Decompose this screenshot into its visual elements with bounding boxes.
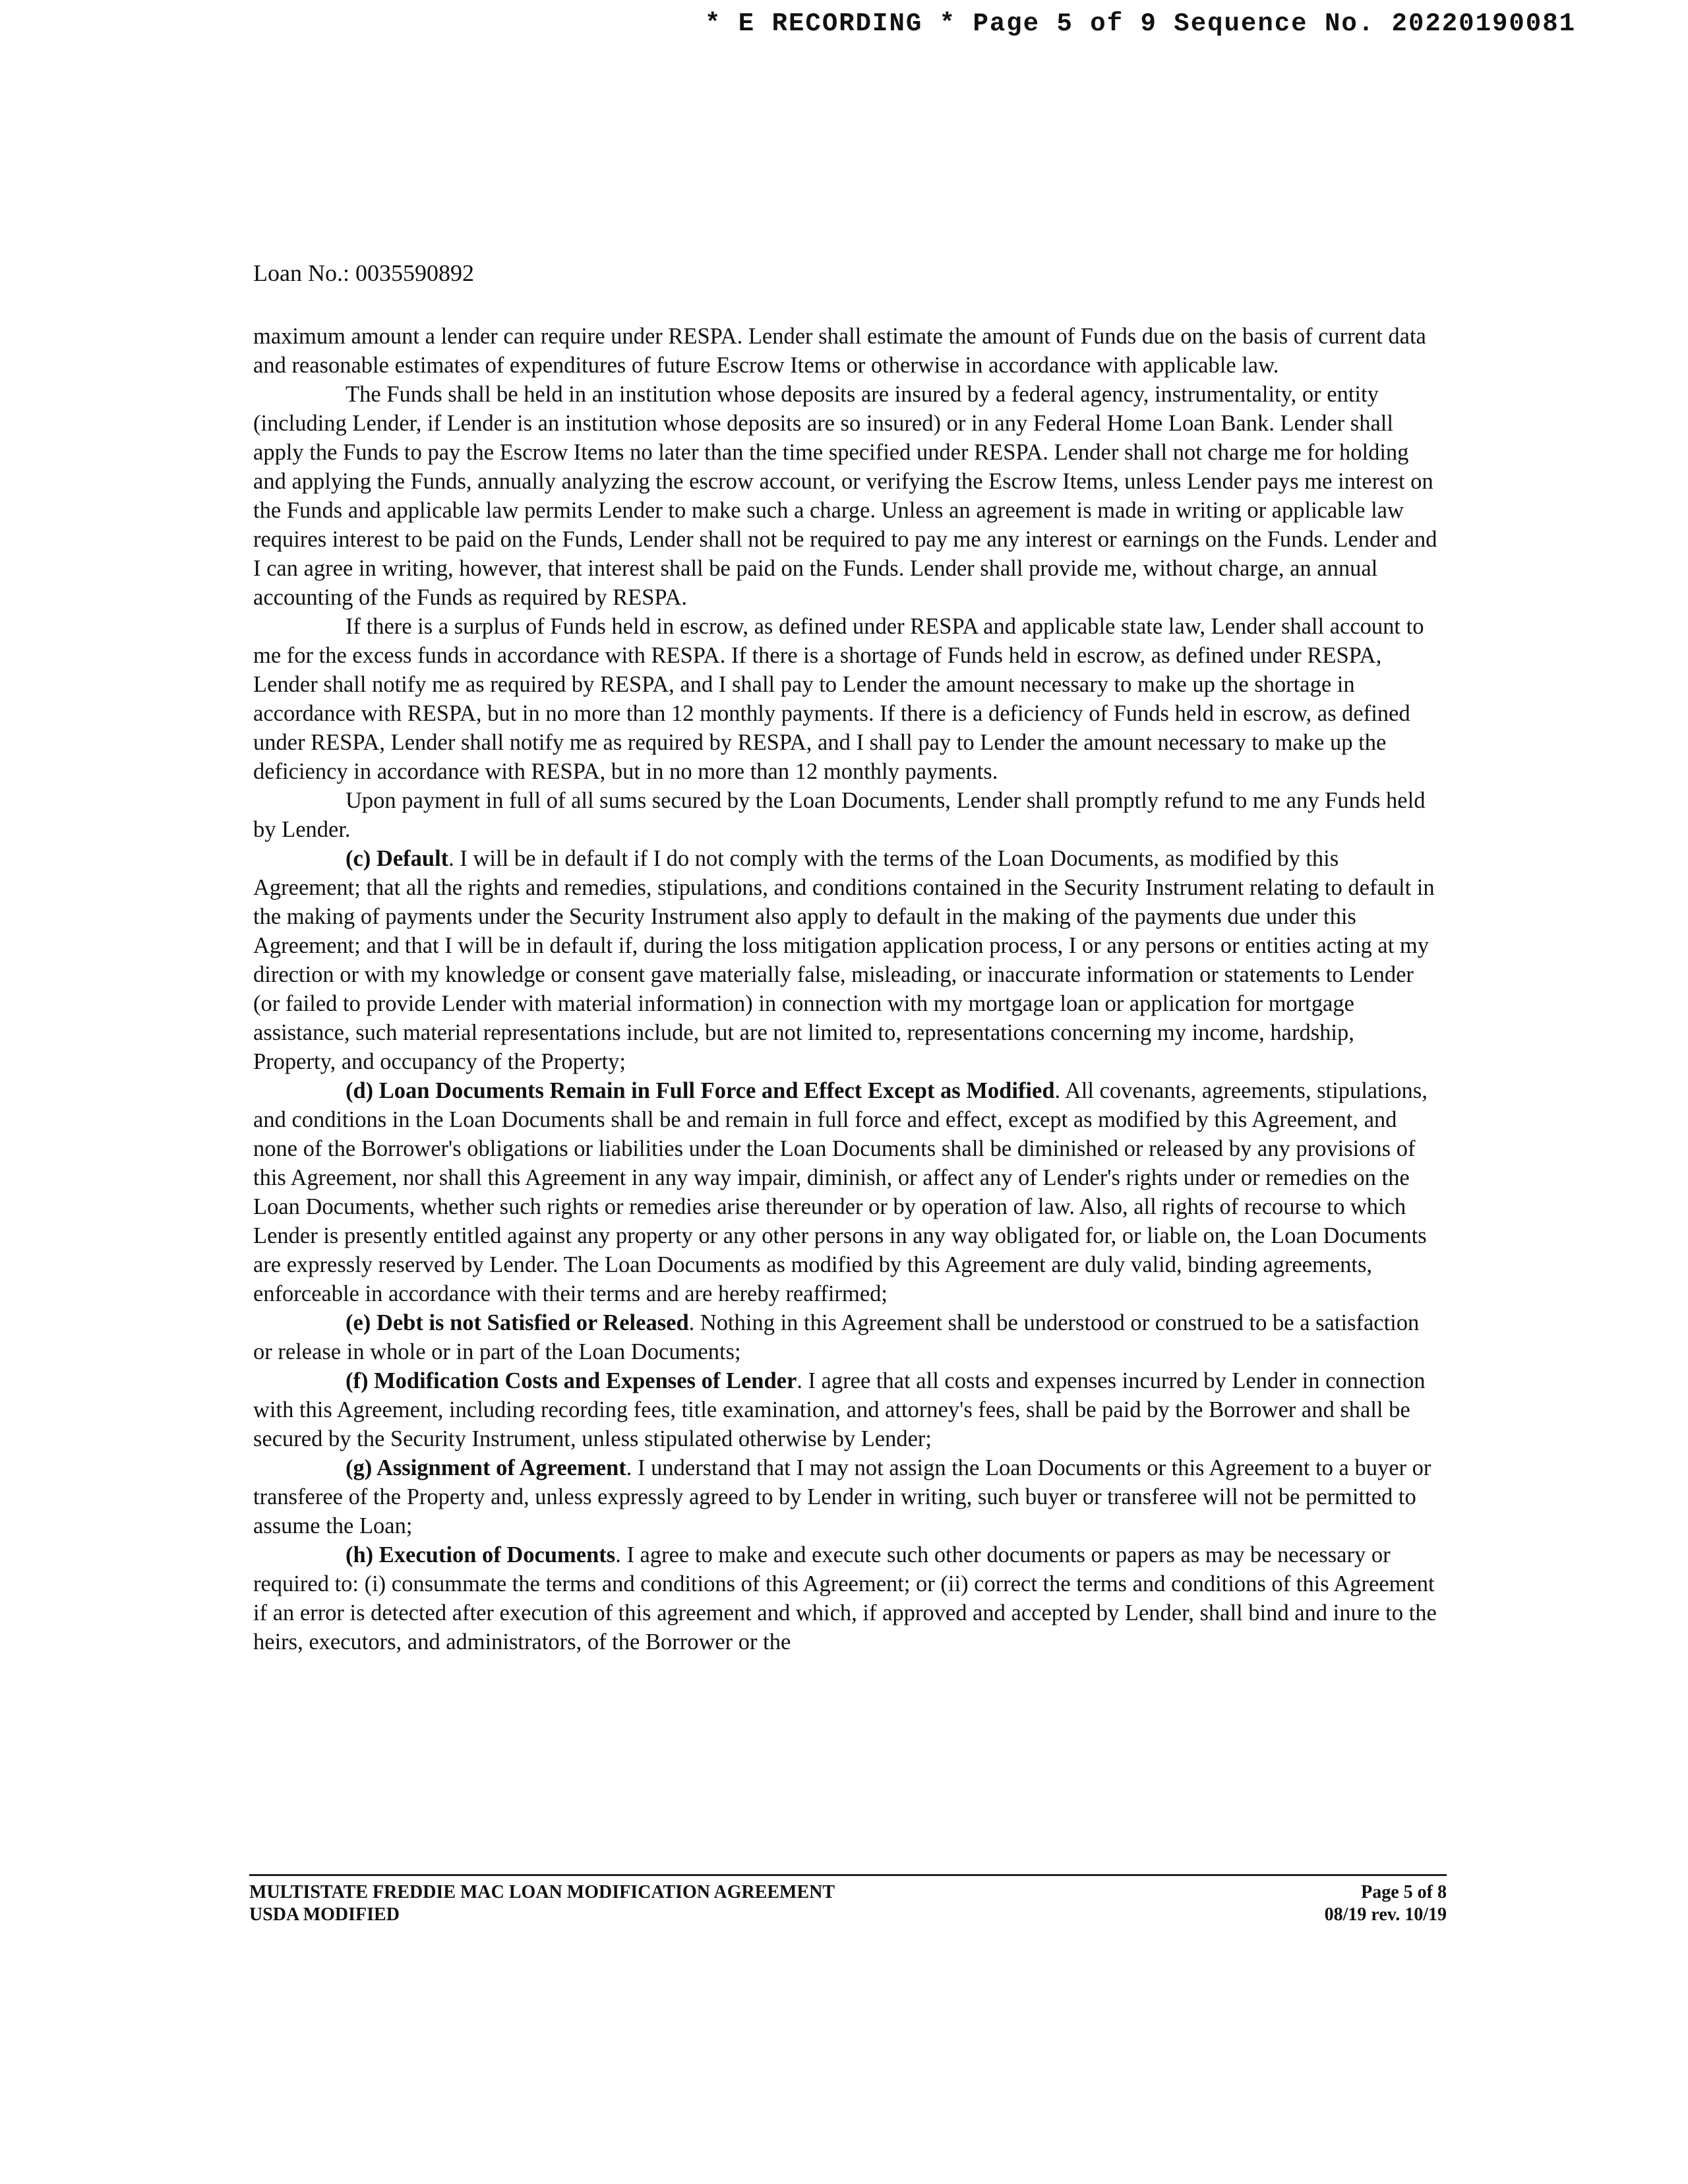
section-c-text: . I will be in default if I do not comply with the terms of the Loan Documents, as modified by this Agreement; that all the rights and remedies, stipulations, and conditions contained in the Security Instrument relating to default in the making of payments under the Security Instrument also apply to default in the making of the payments due under this Agreement; and that I will be in default if, during the loss mitigation application process, I or any persons or entities acting at my direction or with my knowledge or consent gave materially false, misleading, or inaccurate information or statements to Lender (or failed to provide Lender with material information) in connection with my mortgage loan or application for mortgage assistance, such material representations include, but are not limited to, representations concerning my income, hardship, Property, and occupancy of the Property; [253, 846, 1435, 1074]
paragraph-escrow-estimate: maximum amount a lender can require under RESPA. Lender shall estimate the amount of Funds due on the basis of current data and reasonable estimates of expenditures of future Escrow Items or otherwise in accordance with applicable law. [253, 324, 1426, 378]
page-footer [249, 1874, 1447, 1926]
section-f-text: . I agree that all costs and expenses incurred by Lender in connection with this Agreement, including recording fees, title examination, and attorney's fees, shall be paid by the Borrower and shall be secured by the Security Instrument, unless stipulated otherwise by Lender; [253, 1368, 1426, 1451]
section-g-text: . I understand that I may not assign the Loan Documents or this Agreement to a buyer or transferee of the Property and, unless expressly agreed to by Lender in writing, such buyer or transferee will not be permitted to assume the Loan; [253, 1455, 1432, 1538]
footer-page-number: Page 5 of 8 [1361, 1882, 1447, 1902]
section-d-text: . All covenants, agreements, stipulations, and conditions in the Loan Documents shall be and remain in full force and effect, except as modified by this Agreement, and none of the Borrower's obligations or liabilities under the Loan Documents shall be diminished or released by any provisions of this Agreement, nor shall this Agreement in any way impair, diminish, or affect any of Lender's rights under or remedies on the Loan Documents, whether such rights or remedies arise thereunder or by operation of law. Also, all rights of recourse to which Lender is presently entitled against any property or any other persons in any way obligated for, or liable on, the Loan Documents are expressly reserved by Lender. The Loan Documents as modified by this Agreement are duly valid, binding agreements, enforceable in accordance with their terms and are hereby reaffirmed; [253, 1078, 1428, 1306]
section-h-execution [253, 1540, 1440, 1656]
section-f-heading: (f) Modification Costs and Expenses of Lender [346, 1368, 797, 1393]
section-g-assignment [253, 1453, 1440, 1540]
footer-form-subtitle: USDA MODIFIED [249, 1904, 400, 1925]
section-h-text: . I agree to make and execute such other documents or papers as may be necessary or required to: (i) consummate the terms and conditions of this Agreement; or (ii) correct the terms and conditions of this Agreement if an error is detected after execution of this agreement and which, if approved and accepted by Lender, shall bind and inure to the heirs, executors, and administrators, of the Borrower or the [253, 1542, 1437, 1654]
section-g-heading: (g) Assignment of Agreement [346, 1455, 626, 1480]
section-e-text: . Nothing in this Agreement shall be understood or construed to be a satisfaction or release in whole or in part of the Loan Documents; [253, 1310, 1420, 1364]
section-h-heading: (h) Execution of Documents [346, 1542, 616, 1567]
footer-form-title: MULTISTATE FREDDIE MAC LOAN MODIFICATION AGREEMENT [249, 1882, 835, 1902]
section-d-heading: (d) Loan Documents Remain in Full Force and Effect Except as Modified [346, 1078, 1055, 1103]
section-d-loan-documents [253, 1076, 1440, 1308]
footer-revision: 08/19 rev. 10/19 [1324, 1904, 1447, 1925]
document-body [253, 322, 1440, 1656]
section-c-heading: (c) Default [346, 846, 449, 871]
footer-form-info [249, 1881, 835, 1926]
section-e-debt [253, 1308, 1440, 1366]
section-e-heading: (e) Debt is not Satisfied or Released [346, 1310, 689, 1335]
paragraph-funds-held: The Funds shall be held in an institution whose deposits are insured by a federal agency, instrumentality, or entity (including Lender, if Lender is an institution whose deposits are so insured) or in any Federal Home Loan Bank. Lender shall apply the Funds to pay the Escrow Items no later than the time specified under RESPA. Lender shall not charge me for holding and applying the Funds, annually analyzing the escrow account, or verifying the Escrow Items, unless Lender pays me interest on the Funds and applicable law permits Lender to make such a charge. Unless an agreement is made in writing or applicable law requires interest to be paid on the Funds, Lender shall not be required to pay me any interest or earnings on the Funds. Lender and I can agree in writing, however, that interest shall be paid on the Funds. Lender shall provide me, without charge, an annual accounting of the Funds as required by RESPA. [253, 382, 1437, 610]
recording-stamp: * E RECORDING * Page 5 of 9 Sequence No. 20220190081 [705, 9, 1576, 38]
footer-page-info [1325, 1881, 1447, 1926]
paragraph-refund: Upon payment in full of all sums secured by the Loan Documents, Lender shall promptly refund to me any Funds held by Lender. [253, 788, 1426, 842]
loan-number: Loan No.: 0035590892 [253, 260, 474, 286]
section-f-costs [253, 1366, 1440, 1453]
paragraph-surplus-shortage: If there is a surplus of Funds held in escrow, as defined under RESPA and applicable state law, Lender shall account to me for the excess funds in accordance with RESPA. If there is a shortage of Funds held in escrow, as defined under RESPA, Lender shall notify me as required by RESPA, and I shall pay to Lender the amount necessary to make up the shortage in accordance with RESPA, but in no more than 12 monthly payments. If there is a deficiency of Funds held in escrow, as defined under RESPA, Lender shall notify me as required by RESPA, and I shall pay to Lender the amount necessary to make up the deficiency in accordance with RESPA, but in no more than 12 monthly payments. [253, 614, 1424, 784]
section-c-default [253, 844, 1440, 1076]
